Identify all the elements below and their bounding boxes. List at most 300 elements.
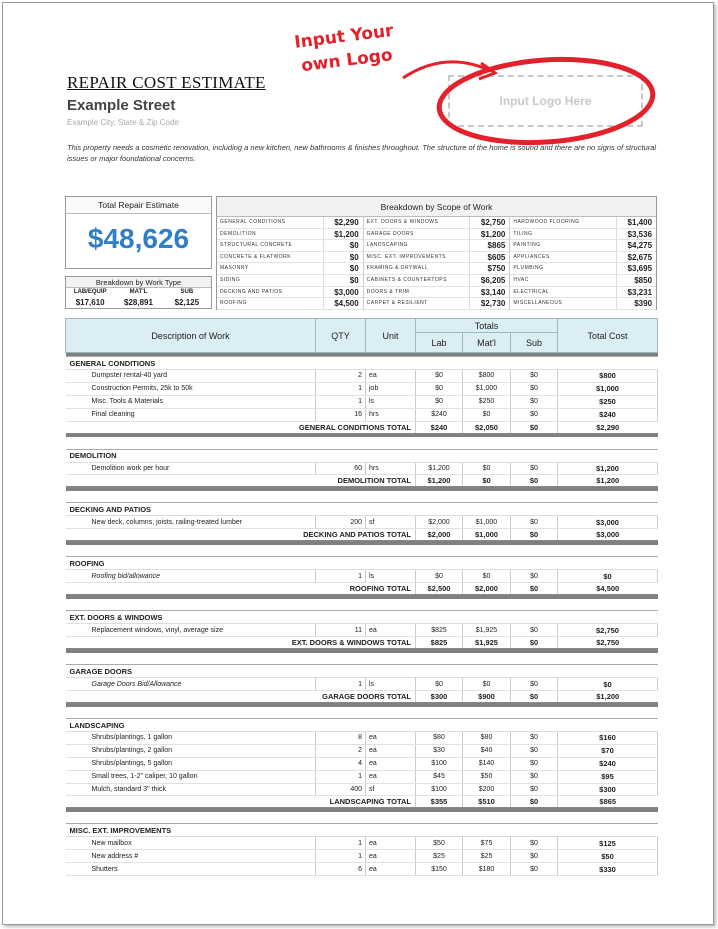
item-lab: $0 [416,395,463,408]
line-item-row [66,408,658,421]
section-total-lab: $2,000 [416,529,463,541]
item-unit[interactable]: ea [366,770,416,783]
item-sub: $0 [511,678,558,691]
line-item-row [66,744,658,757]
section-total-row [66,637,658,649]
item-description[interactable]: Garage Doors Bid/Allowance [66,678,316,691]
section-title-row [66,824,658,837]
scope-row [510,263,656,275]
section-total-matl: $2,000 [463,583,511,595]
item-unit[interactable]: ls [366,570,416,583]
item-sub: $0 [511,624,558,637]
scope-row [217,240,363,252]
scope-item-value: $3,695 [616,263,656,274]
item-qty[interactable]: 200 [316,516,366,529]
col-total-cost: Total Cost [558,319,658,353]
item-lab: $0 [416,678,463,691]
scope-item-value: $3,000 [323,287,363,298]
cost-table [65,318,658,876]
section-total-label: DECKING AND PATIOS TOTAL [66,529,416,541]
scope-item-value: $0 [323,240,363,251]
item-qty[interactable]: 4 [316,757,366,770]
section-gap [66,707,658,719]
item-sub: $0 [511,370,558,383]
section-title-row [66,719,658,732]
item-lab: $2,000 [416,516,463,529]
section-total-lab: $825 [416,637,463,649]
scope-row [364,217,510,229]
item-sub: $0 [511,570,558,583]
item-unit[interactable]: job [366,382,416,395]
item-lab: $80 [416,732,463,745]
item-description[interactable]: Small trees, 1-2" caliper, 10 gallon [66,770,316,783]
section-title: GARAGE DOORS [66,665,658,678]
item-unit[interactable]: ea [366,370,416,383]
item-unit[interactable]: ea [366,863,416,876]
scope-row [217,298,363,310]
scope-row [510,275,656,287]
scope-item-name: FRAMING & DRYWALL [366,265,429,272]
scope-item-name: TILING [513,230,533,237]
section-title: DECKING AND PATIOS [66,503,658,516]
item-sub: $0 [511,783,558,796]
item-total: $330 [558,863,658,876]
item-lab: $240 [416,408,463,421]
scope-item-value: $0 [323,275,363,286]
item-unit[interactable]: sf [366,783,416,796]
scope-row [364,240,510,252]
item-sub: $0 [511,863,558,876]
work-type-value-sub: $2,125 [174,298,200,307]
item-lab: $100 [416,757,463,770]
section-total-row [66,421,658,433]
item-total: $2,750 [558,624,658,637]
scope-item-name: HARDWOOD FLOORING [513,219,580,225]
scope-row [510,252,656,264]
scope-item-name: GARAGE DOORS [366,230,414,237]
work-type-value-lab: $17,610 [75,298,105,307]
item-matl: $40 [463,744,511,757]
section-total-matl: $1,925 [463,637,511,649]
item-unit[interactable]: ea [366,744,416,757]
item-matl: $1,000 [463,516,511,529]
item-description[interactable]: New mailbox [66,837,316,850]
item-qty[interactable]: 1 [316,837,366,850]
item-sub: $0 [511,744,558,757]
item-description[interactable]: Misc. Tools & Materials [66,395,316,408]
section-title: EXT. DOORS & WINDOWS [66,611,658,624]
item-unit[interactable]: ea [366,850,416,863]
item-description[interactable]: Construction Permits, 25k to 50k [66,382,316,395]
section-total-row [66,475,658,487]
line-item-row [66,863,658,876]
item-matl: $50 [463,770,511,783]
item-lab: $50 [416,837,463,850]
section-total-cost: $2,750 [558,637,658,649]
line-item-row [66,570,658,583]
section-total-label: LANDSCAPING TOTAL [66,796,416,808]
item-unit[interactable]: ea [366,732,416,745]
scope-row [510,287,656,299]
item-unit[interactable]: ls [366,395,416,408]
scope-row [217,263,363,275]
item-sub: $0 [511,408,558,421]
item-matl: $0 [463,408,511,421]
scope-breakdown-box [216,196,657,310]
section-total-cost: $4,500 [558,583,658,595]
col-unit: Unit [366,319,416,353]
section-total-row [66,529,658,541]
scope-item-value: $3,536 [616,229,656,240]
item-unit[interactable]: ls [366,678,416,691]
item-qty[interactable]: 1 [316,570,366,583]
item-matl: $140 [463,757,511,770]
item-matl: $1,925 [463,624,511,637]
logo-annotation-text [293,16,418,78]
item-lab: $150 [416,863,463,876]
scope-item-value: $4,500 [323,298,363,309]
item-unit[interactable]: ea [366,757,416,770]
item-unit[interactable]: sf [366,516,416,529]
scope-row [217,252,363,264]
section-gap [66,812,658,824]
item-qty[interactable]: 11 [316,624,366,637]
scope-item-value: $865 [469,240,509,251]
line-item-row [66,382,658,395]
total-estimate-label: Total Repair Estimate [66,197,211,214]
item-matl: $0 [463,462,511,475]
work-type-box [65,276,212,309]
item-total: $70 [558,744,658,757]
item-sub: $0 [511,770,558,783]
scope-column [364,217,511,310]
section-title-row [66,557,658,570]
document-title: REPAIR COST ESTIMATE [67,73,266,92]
section-total-sub: $0 [511,796,558,808]
section-total-matl: $2,050 [463,421,511,433]
scope-row [510,229,656,241]
scope-item-name: MISC. EXT. IMPROVEMENTS [366,253,446,260]
item-description[interactable]: Dumpster rental-40 yard [66,370,316,383]
work-type-label-sub: SUB [180,289,194,295]
scope-breakdown-label: Breakdown by Scope of Work [217,197,656,217]
item-sub: $0 [511,382,558,395]
scope-row [217,229,363,241]
item-qty[interactable]: 60 [316,462,366,475]
line-item-row [66,850,658,863]
section-total-row [66,583,658,595]
scope-item-name: GENERAL CONDITIONS [220,219,286,225]
estimate-page [2,2,714,925]
scope-item-name: ELECTRICAL [513,288,550,295]
item-lab: $0 [416,382,463,395]
item-description[interactable]: Replacement windows, vinyl, average size [66,624,316,637]
item-qty[interactable]: 8 [316,732,366,745]
item-description[interactable]: Shrubs/plantings, 2 gallon [66,744,316,757]
section-total-sub: $0 [511,421,558,433]
scope-item-name: APPLIANCES [513,253,550,260]
item-total: $240 [558,408,658,421]
section-total-lab: $1,200 [416,475,463,487]
section-total-lab: $240 [416,421,463,433]
section-gap [66,545,658,557]
scope-item-name: LANDSCAPING [366,242,409,249]
item-sub: $0 [511,837,558,850]
work-type-value-matl: $28,891 [124,298,153,307]
item-description[interactable]: New address # [66,850,316,863]
scope-row [364,263,510,275]
section-title-row [66,503,658,516]
section-total-cost: $1,200 [558,691,658,703]
scope-row [510,217,656,229]
item-lab: $825 [416,624,463,637]
line-item-row [66,395,658,408]
scope-item-value: $0 [323,263,363,274]
item-total: $0 [558,678,658,691]
section-title: MISC. EXT. IMPROVEMENTS [66,824,658,837]
scope-item-name: PAINTING [513,242,541,249]
scope-item-name: STRUCTURAL CONCRETE [220,242,293,249]
item-qty[interactable]: 1 [316,678,366,691]
item-description[interactable]: Shrubs/plantings, 1 gallon [66,732,316,745]
item-lab: $30 [416,744,463,757]
item-description[interactable]: Shutters [66,863,316,876]
section-total-matl: $900 [463,691,511,703]
scope-item-value: $6,205 [469,275,509,286]
item-total: $300 [558,783,658,796]
section-total-label: EXT. DOORS & WINDOWS TOTAL [66,637,416,649]
item-total: $250 [558,395,658,408]
section-total-lab: $2,500 [416,583,463,595]
work-type-label: Breakdown by Work Type [66,277,211,288]
scope-column [217,217,364,310]
item-total: $1,000 [558,382,658,395]
item-sub: $0 [511,732,558,745]
item-description[interactable]: Mulch, standard 3" thick [66,783,316,796]
col-matl: Mat'l [463,333,511,353]
section-total-sub: $0 [511,583,558,595]
scope-item-value: $3,140 [469,287,509,298]
section-total-cost: $865 [558,796,658,808]
section-title: GENERAL CONDITIONS [66,357,658,370]
section-total-matl: $510 [463,796,511,808]
item-matl: $75 [463,837,511,850]
section-total-lab: $300 [416,691,463,703]
item-qty[interactable]: 400 [316,783,366,796]
scope-item-name: CARPET & RESILIENT [366,300,428,307]
city-state-zip[interactable]: Example City, State & Zip Code [67,118,179,127]
section-total-row [66,796,658,808]
item-matl: $800 [463,370,511,383]
item-qty[interactable]: 1 [316,850,366,863]
item-total: $1,200 [558,462,658,475]
item-total: $0 [558,570,658,583]
section-total-label: GENERAL CONDITIONS TOTAL [66,421,416,433]
scope-item-name: DOORS & TRIM [366,288,410,295]
scope-item-name: MASONRY [220,265,249,272]
scope-item-value: $2,675 [616,252,656,263]
cost-table-body [66,357,658,876]
scope-item-value: $750 [469,263,509,274]
item-total: $95 [558,770,658,783]
item-unit[interactable]: hrs [366,408,416,421]
item-sub: $0 [511,850,558,863]
item-lab: $0 [416,570,463,583]
item-unit[interactable]: hrs [366,462,416,475]
scope-row [217,217,363,229]
scope-row [510,298,656,310]
scope-item-value: $0 [323,252,363,263]
item-total: $50 [558,850,658,863]
col-totals: Totals [416,319,558,333]
scope-column [510,217,656,310]
section-total-cost: $3,000 [558,529,658,541]
scope-item-name: DECKING AND PATIOS [220,288,283,295]
scope-item-value: $605 [469,252,509,263]
line-item-row [66,770,658,783]
section-title: LANDSCAPING [66,719,658,732]
item-total: $800 [558,370,658,383]
item-qty[interactable]: 2 [316,744,366,757]
section-gap [66,491,658,503]
scope-item-value: $2,290 [323,217,363,228]
item-sub: $0 [511,757,558,770]
property-description[interactable]: This property needs a cosmetic renovation, including a new kitchen, new bathrooms & finishes throughout. The structure of the home is sound and there are no signs of structural issues or major foundational concerns. [67,143,657,163]
item-sub: $0 [511,395,558,408]
line-item-row [66,783,658,796]
item-matl: $200 [463,783,511,796]
line-item-row [66,837,658,850]
item-qty[interactable]: 2 [316,370,366,383]
col-qty: QTY [316,319,366,353]
section-total-label: DEMOLITION TOTAL [66,475,416,487]
item-unit[interactable]: ea [366,624,416,637]
item-matl: $0 [463,678,511,691]
logo-placeholder[interactable] [448,75,643,127]
annotation-line-2: own Logo [300,45,394,77]
item-unit[interactable]: ea [366,837,416,850]
section-total-sub: $0 [511,475,558,487]
line-item-row [66,516,658,529]
section-title-row [66,665,658,678]
scope-item-name: SIDING [220,276,241,283]
work-type-label-lab: LAB/EQUIP [73,289,107,295]
item-total: $160 [558,732,658,745]
item-lab: $25 [416,850,463,863]
col-sub: Sub [511,333,558,353]
scope-item-name: HVAC [513,276,529,283]
item-sub: $0 [511,462,558,475]
section-gap [66,653,658,665]
section-title-row [66,357,658,370]
scope-item-value: $2,730 [469,298,509,309]
scope-item-value: $4,275 [616,240,656,251]
line-item-row [66,732,658,745]
scope-item-name: CONCRETE & FLATWORK [220,253,292,260]
section-total-label: ROOFING TOTAL [66,583,416,595]
scope-item-value: $390 [616,298,656,309]
item-lab: $45 [416,770,463,783]
item-description[interactable]: Shrubs/plantings, 5 gallon [66,757,316,770]
item-matl: $25 [463,850,511,863]
col-lab: Lab [416,333,463,353]
logo-placeholder-label: Input Logo Here [499,94,592,108]
scope-grid [217,217,656,310]
street-name[interactable]: Example Street [67,97,176,114]
scope-item-name: PLUMBING [513,265,544,272]
item-matl: $250 [463,395,511,408]
line-item-row [66,624,658,637]
item-matl: $1,000 [463,382,511,395]
line-item-row [66,678,658,691]
section-title-row [66,449,658,462]
annotation-line-1: Input Your [293,20,395,53]
section-total-cost: $2,290 [558,421,658,433]
work-type-label-matl: MAT'L [129,289,148,295]
item-lab: $0 [416,370,463,383]
item-qty[interactable]: 1 [316,770,366,783]
item-description[interactable]: Roofing bid/allowance [66,570,316,583]
section-total-sub: $0 [511,529,558,541]
line-item-row [66,462,658,475]
item-qty[interactable]: 16 [316,408,366,421]
scope-item-value: $2,750 [469,217,509,228]
scope-row [217,287,363,299]
scope-row [364,275,510,287]
scope-item-value: $1,200 [323,229,363,240]
section-gap [66,437,658,449]
total-estimate-value: $48,626 [87,223,190,254]
section-total-matl: $0 [463,475,511,487]
item-description[interactable]: New deck, columns, joists, railing-treated lumber [66,516,316,529]
item-matl: $180 [463,863,511,876]
line-item-row [66,757,658,770]
scope-item-name: ROOFING [220,300,247,307]
section-title: DEMOLITION [66,449,658,462]
scope-row [364,287,510,299]
scope-row [364,229,510,241]
scope-row [364,298,510,310]
item-description[interactable]: Demolition work per hour [66,462,316,475]
item-sub: $0 [511,516,558,529]
section-total-row [66,691,658,703]
item-lab: $100 [416,783,463,796]
item-total: $240 [558,757,658,770]
item-description[interactable]: Final cleaning [66,408,316,421]
scope-item-value: $850 [616,275,656,286]
scope-row [217,275,363,287]
item-qty[interactable]: 1 [316,382,366,395]
scope-item-value: $3,231 [616,287,656,298]
section-total-sub: $0 [511,691,558,703]
line-item-row [66,370,658,383]
item-lab: $1,200 [416,462,463,475]
item-qty[interactable]: 6 [316,863,366,876]
scope-item-name: DEMOLITION [220,230,257,237]
item-qty[interactable]: 1 [316,395,366,408]
scope-item-name: CABINETS & COUNTERTOPS [366,276,447,283]
col-description: Description of Work [66,319,316,353]
scope-item-value: $1,200 [469,229,509,240]
section-title-row [66,611,658,624]
item-matl: $80 [463,732,511,745]
section-total-lab: $355 [416,796,463,808]
section-title: ROOFING [66,557,658,570]
item-total: $125 [558,837,658,850]
section-total-sub: $0 [511,637,558,649]
item-total: $3,000 [558,516,658,529]
scope-row [510,240,656,252]
